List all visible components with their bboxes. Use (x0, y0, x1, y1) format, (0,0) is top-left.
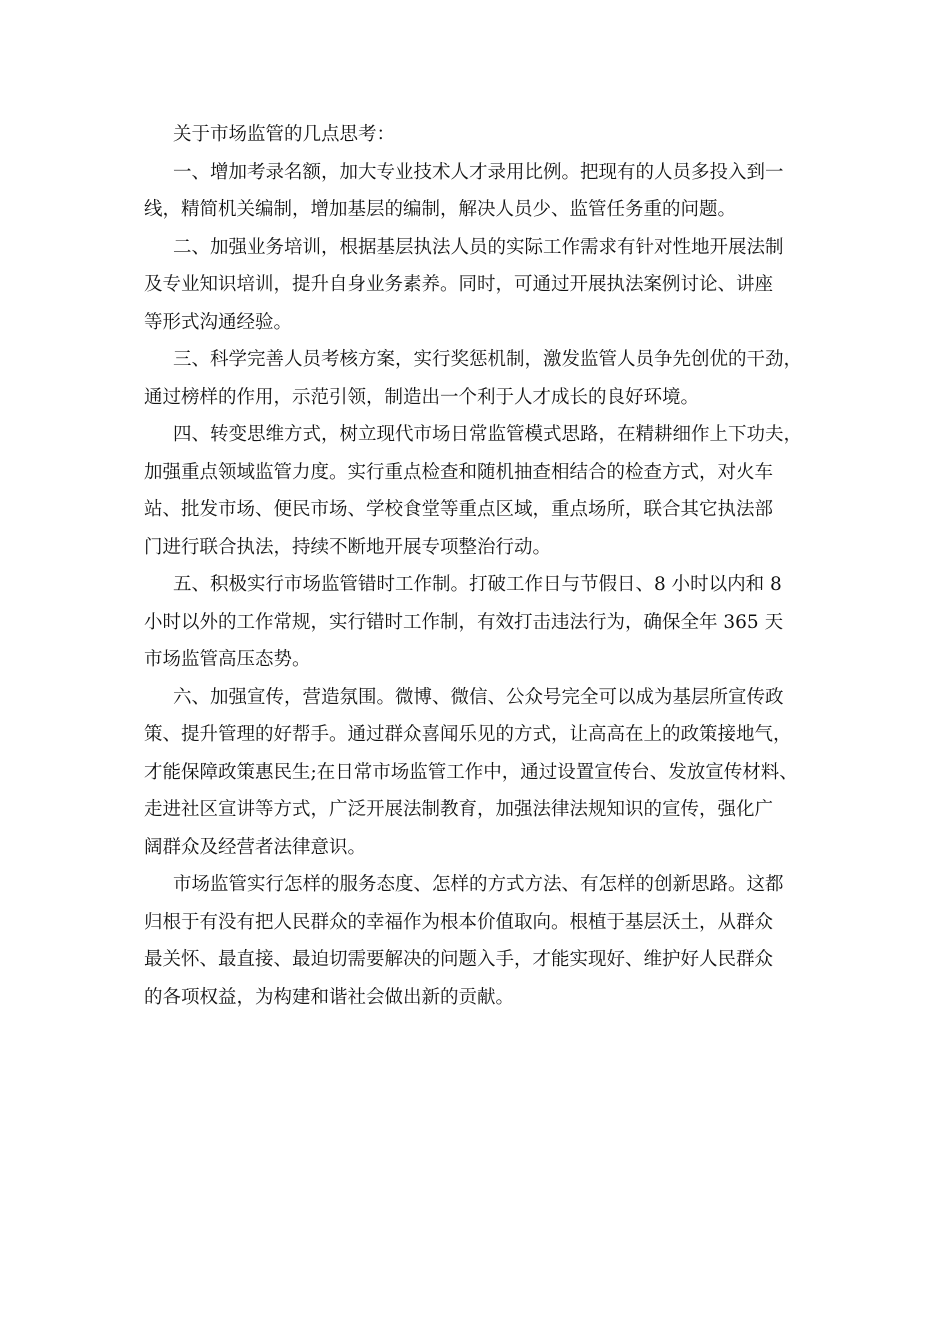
paragraph-point-5 (144, 566, 824, 679)
text-line: 等形式沟通经验。 (144, 311, 293, 333)
text-line: 线，精简机关编制，增加基层的编制，解决人员少、监管任务重的问题。 (144, 199, 737, 220)
text-line: 市场监管实行怎样的服务态度、怎样的方式方法、有怎样的创新思路。这都 (173, 874, 784, 895)
text-line: 归根于有没有把人民群众的幸福作为根本价值取向。根植于基层沃土，从群众 (144, 911, 774, 933)
text-line: 策、提升管理的好帮手。通过群众喜闻乐见的方式，让高高在上的政策接地气， (144, 724, 792, 745)
text-line: 加强重点领域监管力度。实行重点检查和随机抽查相结合的检查方式，对火车 (144, 461, 774, 483)
text-line: 四、转变思维方式，树立现代市场日常监管模式思路，在精耕细作上下功夫， (173, 424, 803, 445)
paragraph-heading (144, 116, 824, 154)
text-line: 最关怀、最直接、最迫切需要解决的问题入手，才能实现好、维护好人民群众 (144, 949, 774, 970)
paragraph-point-4 (144, 416, 824, 566)
text-line: 才能保障政策惠民生;在日常市场监管工作中，通过设置宣传台、发放宣传材料、 (144, 761, 798, 783)
paragraph-conclusion (144, 866, 824, 1016)
text-line: 关于市场监管的几点思考： (173, 124, 396, 145)
paragraph-point-1 (144, 154, 824, 229)
text-line: 三、科学完善人员考核方案，实行奖惩机制，激发监管人员争先创优的干劲， (173, 349, 803, 370)
text-line: 及专业知识培训，提升自身业务素养。同时，可通过开展执法案例讨论、讲座 (144, 274, 774, 295)
paragraph-point-3 (144, 341, 824, 416)
text-line: 市场监管高压态势。 (144, 649, 311, 670)
text-line: 二、加强业务培训，根据基层执法人员的实际工作需求有针对性地开展法制 (173, 236, 784, 258)
text-line: 门进行联合执法，持续不断地开展专项整治行动。 (144, 536, 552, 558)
text-line: 五、积极实行市场监管错时工作制。打破工作日与节假日、8 小时以内和 8 (173, 574, 782, 595)
text-line: 通过榜样的作用，示范引领，制造出一个利于人才成长的良好环境。 (144, 386, 700, 408)
paragraph-point-2 (144, 229, 824, 342)
text-line: 六、加强宣传，营造氛围。微博、微信、公众号完全可以成为基层所宣传政 (173, 686, 784, 708)
text-line: 小时以外的工作常规，实行错时工作制，有效打击违法行为，确保全年 365 天 (144, 611, 784, 633)
text-line: 阔群众及经营者法律意识。 (144, 836, 367, 858)
text-line: 走进社区宣讲等方式，广泛开展法制教育，加强法律法规知识的宣传，强化广 (144, 799, 774, 820)
paragraph-point-6 (144, 679, 824, 867)
text-line: 站、批发市场、便民市场、学校食堂等重点区域，重点场所，联合其它执法部 (144, 499, 774, 520)
text-line: 的各项权益，为构建和谐社会做出新的贡献。 (144, 986, 515, 1008)
document-body (144, 116, 824, 1016)
text-line: 一、增加考录名额，加大专业技术人才录用比例。把现有的人员多投入到一 (173, 161, 784, 183)
